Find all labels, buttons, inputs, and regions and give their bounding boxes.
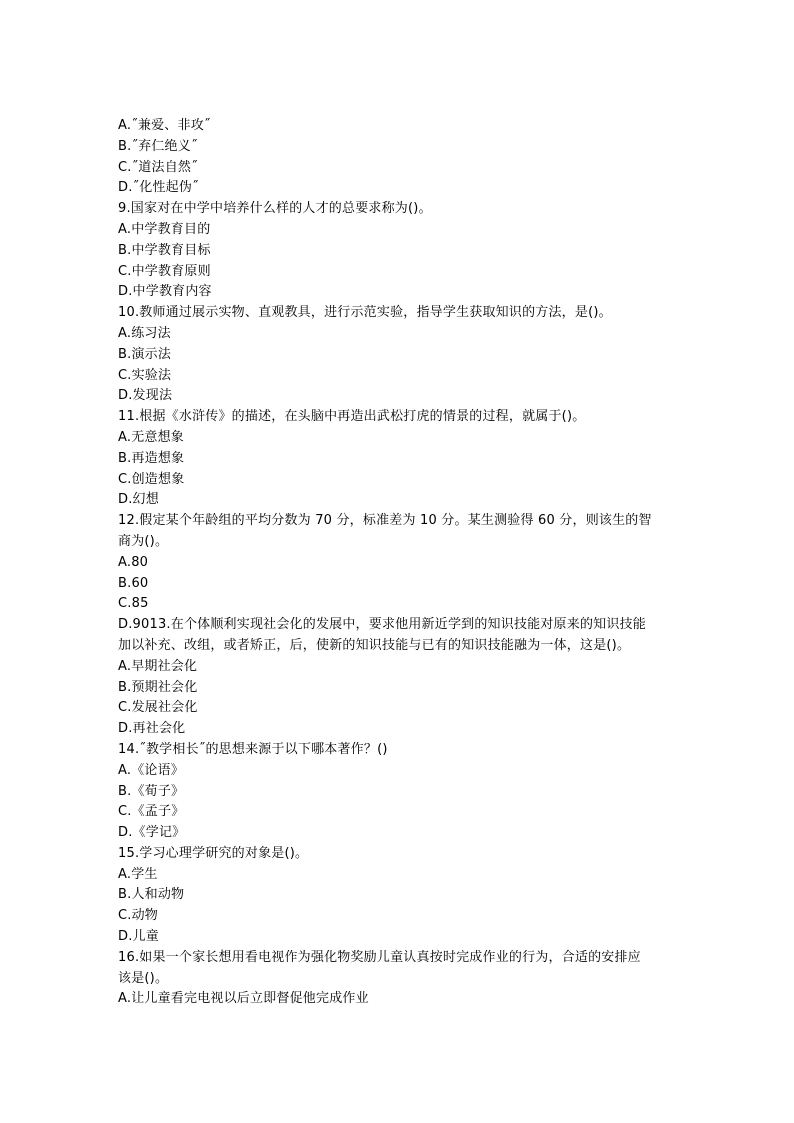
option-line: D.˝化性起伪˝ — [118, 180, 199, 196]
option-line: C.创造想象 — [118, 471, 185, 487]
question-line: 14.˝教学相长˝的思想来源于以下哪本著作？() — [118, 741, 388, 757]
question-line-continued: 商为()。 — [118, 533, 169, 549]
question-line: 15.学习心理学研究的对象是()。 — [118, 845, 309, 861]
option-line: C.实验法 — [118, 367, 172, 383]
option-line: D.幻想 — [118, 492, 159, 508]
option-line: D.中学教育内容 — [118, 284, 212, 300]
option-line: C.《孟子》 — [118, 804, 185, 820]
option-line: A.早期社会化 — [118, 658, 198, 674]
question-line: D.9013.在个体顺利实现社会化的发展中，要求他用新近学到的知识技能对原来的知识技能 — [118, 617, 646, 633]
option-line: C.发展社会化 — [118, 700, 198, 716]
option-line: C.85 — [118, 596, 149, 612]
option-line: B.预期社会化 — [118, 679, 198, 695]
option-line: A.让儿童看完电视以后立即督促他完成作业 — [118, 991, 369, 1007]
option-line: A.˝兼爱、非攻˝ — [118, 118, 211, 133]
question-line-continued: 加以补充、改组，或者矫正，后，使新的知识技能与已有的知识技能融为一体，这是()。 — [118, 637, 631, 653]
option-line: A.《论语》 — [118, 762, 184, 778]
option-line: B.˝弃仁绝义˝ — [118, 138, 198, 154]
option-line: A.学生 — [118, 866, 158, 882]
option-line: D.再社会化 — [118, 721, 186, 737]
question-line: 11.根据《水浒传》的描述，在头脑中再造出武松打虎的情景的过程，就属于()。 — [118, 409, 586, 425]
option-line: C.中学教育原则 — [118, 263, 211, 279]
option-line: B.再造想象 — [118, 450, 185, 466]
option-line: A.中学教育目的 — [118, 221, 211, 237]
option-line: B.演示法 — [118, 346, 172, 362]
option-line: B.60 — [118, 575, 149, 591]
option-line: A.无意想象 — [118, 429, 184, 445]
option-line: A.80 — [118, 554, 149, 570]
option-line: A.练习法 — [118, 325, 171, 341]
option-line: C.˝道法自然˝ — [118, 159, 198, 175]
option-line: C.动物 — [118, 908, 159, 924]
option-line: B.人和动物 — [118, 887, 185, 903]
option-line: D.《学记》 — [118, 825, 186, 841]
question-line: 10.教师通过展示实物、直观教具，进行示范实验，指导学生获取知识的方法，是()。 — [118, 305, 612, 321]
option-line: D.儿童 — [118, 929, 159, 945]
option-line: B.《荀子》 — [118, 783, 185, 799]
option-line: B.中学教育目标 — [118, 242, 211, 258]
option-line: D.发现法 — [118, 388, 173, 404]
document-body — [118, 116, 680, 1010]
question-line: 16.如果一个家长想用看电视作为强化物奖励儿童认真按时完成作业的行为，合适的安排应 — [118, 949, 641, 965]
question-line: 9.国家对在中学中培养什么样的人才的总要求称为()。 — [118, 201, 432, 217]
question-line-continued: 该是()。 — [118, 970, 169, 986]
question-line: 12.假定某个年龄组的平均分数为 70 分，标准差为 10 分。某生测验得 60 分，则该生的智 — [118, 513, 652, 529]
